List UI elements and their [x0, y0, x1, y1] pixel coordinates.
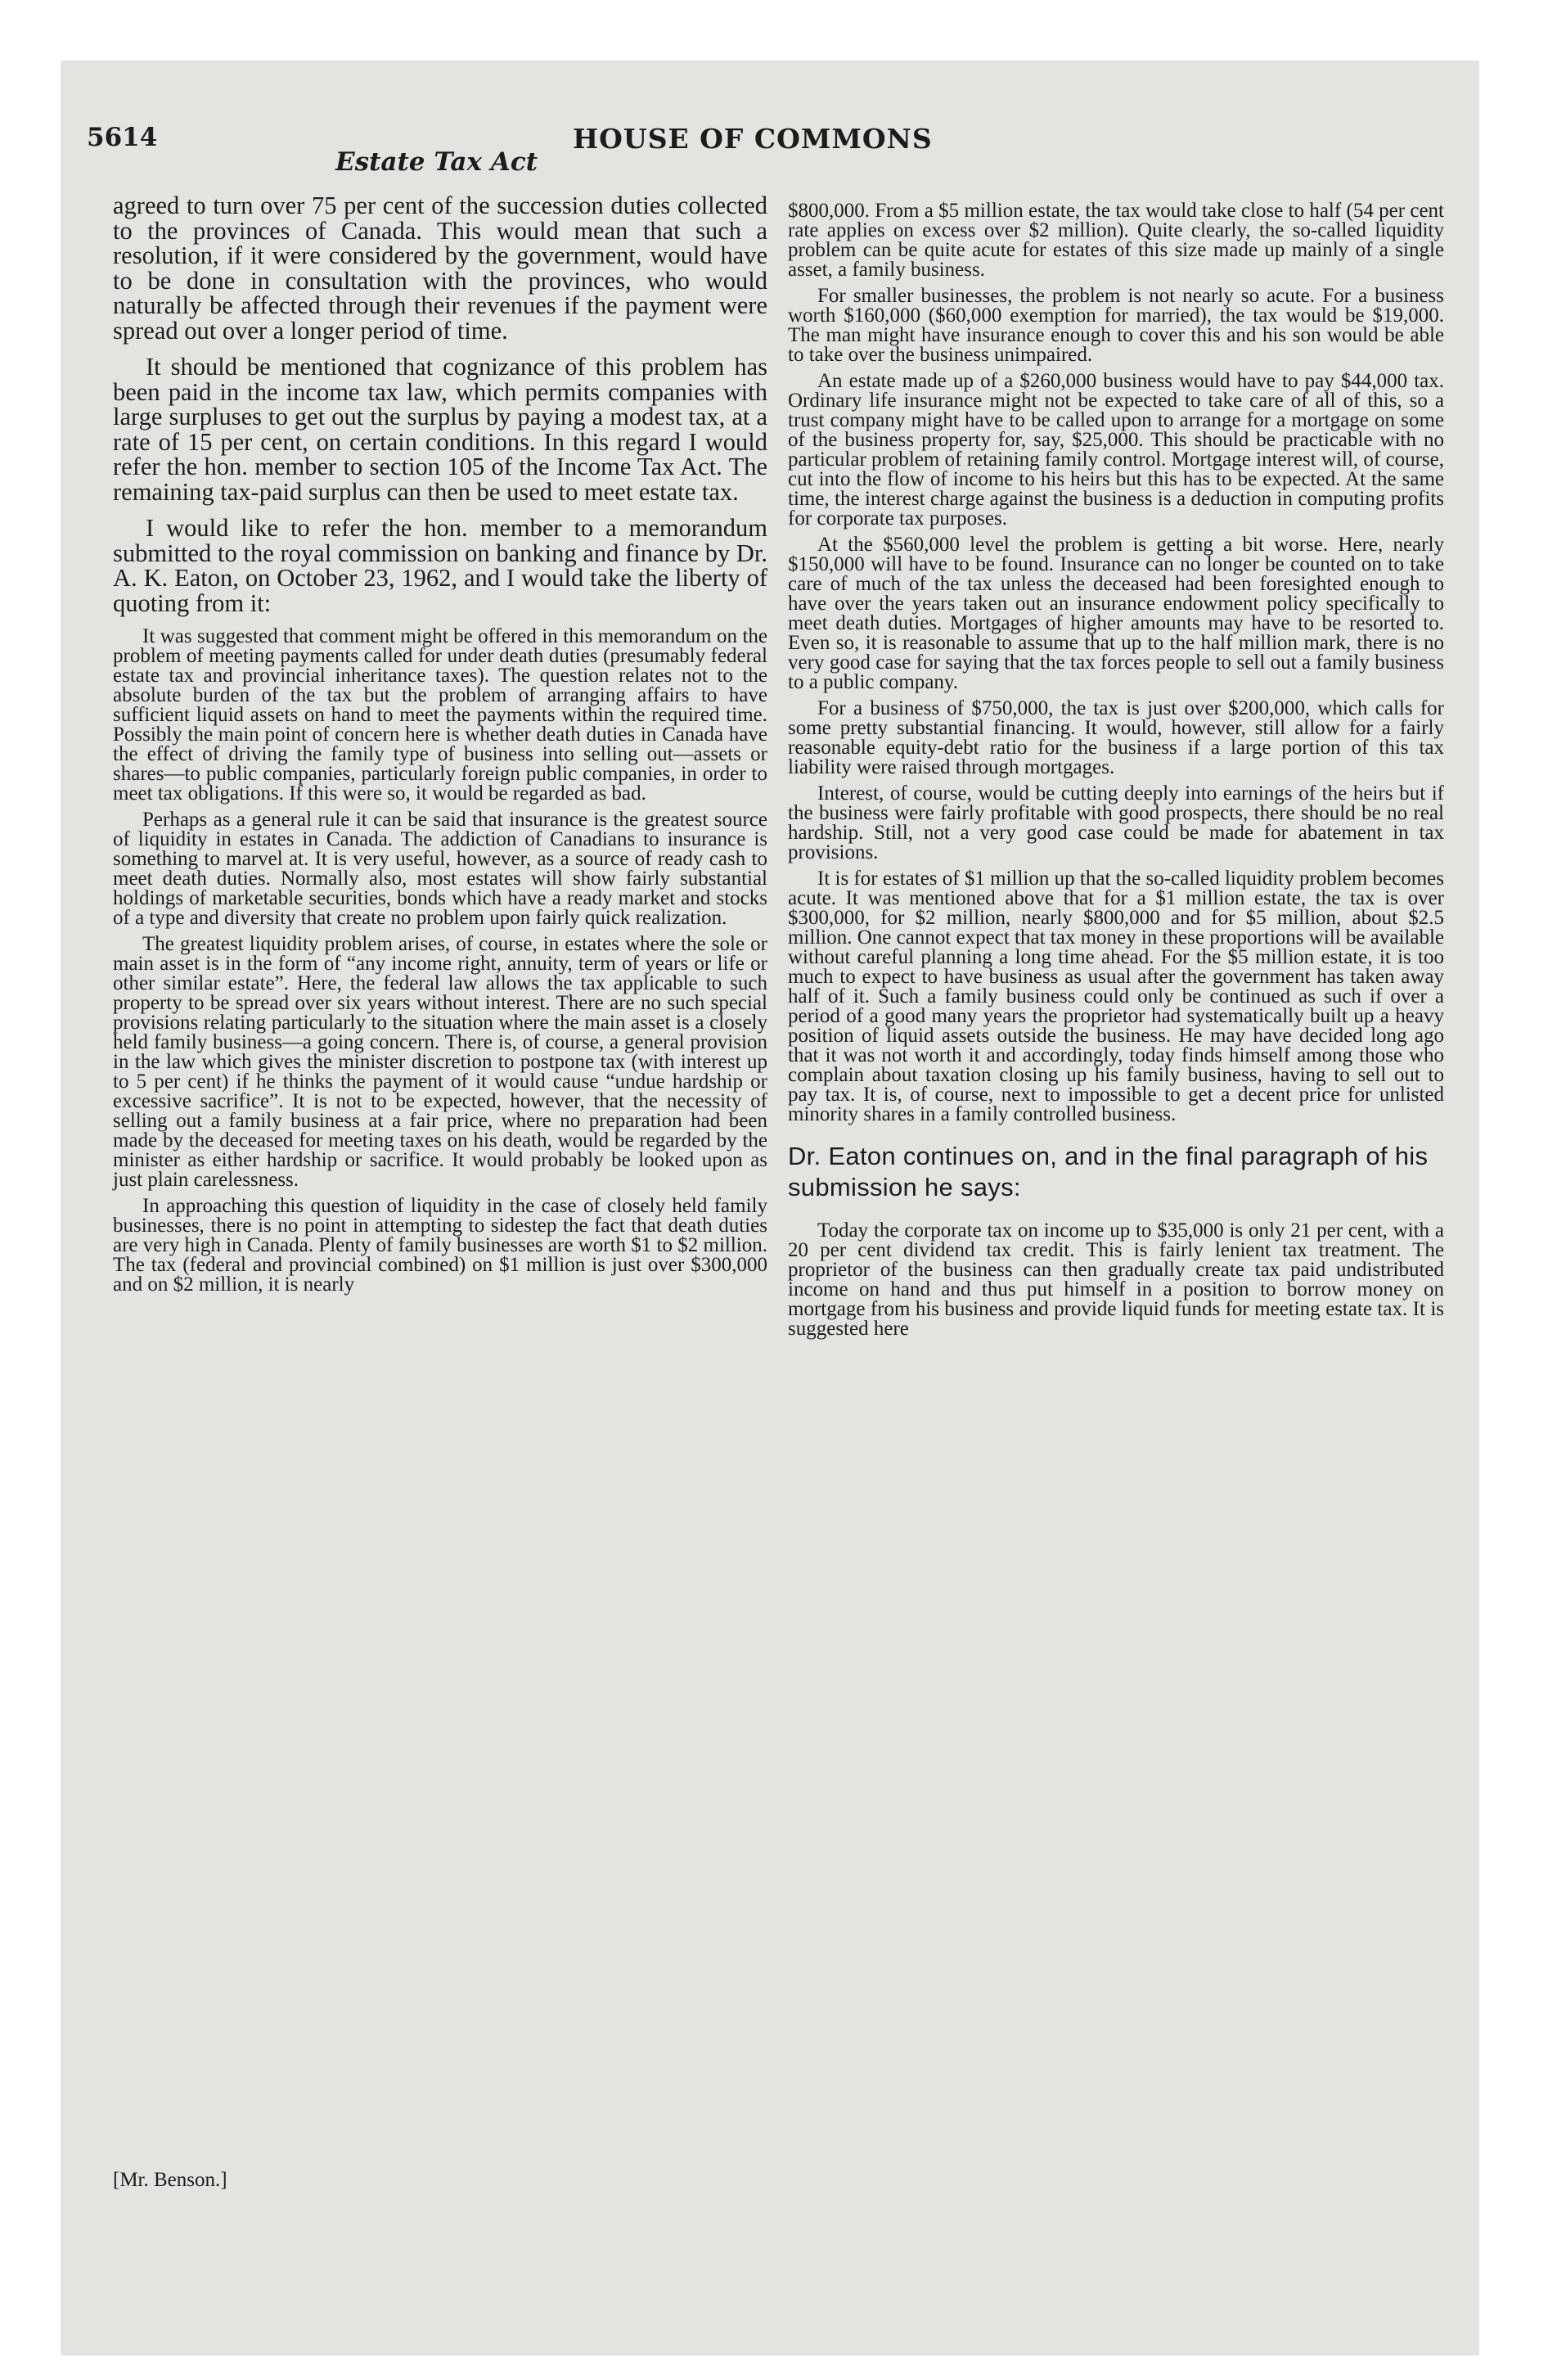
paragraph: Dr. Eaton continues on, and in the final paragraph of his submission he says: — [788, 1142, 1429, 1201]
quoted-paragraph: It was suggested that comment might be offered in this memorandum on the problem of meeting payments called for under death duties (presumably federal estate tax and provincial inheritance taxes). The question relates not to the absolute burden of the tax but the problem of arranging affairs to have sufficient liquid assets on hand to meet the payments within the required time. Possibly the main point of concern here is whether death duties in Canada have the effect of driving the family type of business into selling out—assets or shares—to public companies, particularly foreign public companies, in order to meet tax obligations. If this were so, it would be regarded as bad. — [113, 625, 767, 805]
quoted-paragraph: For smaller businesses, the problem is not nearly so acute. For a business worth $160,000 ($60,000 exemption for married), the tax would be $19,000. The man might have insurance enough to cover this and his son would be able to take over the business unimpaired. — [788, 285, 1444, 366]
running-title: HOUSE OF COMMONS — [573, 123, 933, 155]
quoted-paragraph: For a business of $750,000, the tax is just over $200,000, which calls for some pretty substantial financing. It would, however, still allow for a fairly reasonable equity-debt ratio for the business if a large portion of this tax liability were raised through mortgages. — [788, 697, 1444, 778]
quoted-paragraph: In approaching this question of liquidity in the case of closely held family businesses, there is no point in attempting to sidestep the fact that death duties are very high in Canada. Plenty of family businesses are worth $1 to $2 million. The tax (federal and provincial combined) on $1 million is just over $300,000 and on $2 million, it is nearly — [113, 1195, 767, 1296]
page-number: 5614 — [87, 123, 158, 152]
paragraph: agreed to turn over 75 per cent of the succession duties collected to the provinces of Canada. This would mean that such a resolution, if it were considered by the government, would have to be done in consultation with the provinces, who would naturally be affected through their revenues if the payment were spread out over a longer period of time. — [113, 192, 767, 345]
quoted-paragraph: Today the corporate tax on income up to $35,000 is only 21 per cent, with a 20 per cent dividend tax credit. This is fairly lenient tax treatment. The proprietor of the business can then gradually create tax paid undistributed income on hand and thus put himself in a position to borrow money on mortgage from his business and provide liquid funds for meeting estate tax. It is suggested here — [788, 1219, 1444, 1340]
left-column — [113, 193, 767, 1301]
quoted-paragraph: $800,000. From a $5 million estate, the tax would take close to half (54 per cent rate applies on excess over $2 million). Quite clearly, the so-called liquidity problem can be quite acute for estates of this size made up mainly of a single asset, a family business. — [788, 200, 1444, 281]
speaker-attribution: [Mr. Benson.] — [113, 2169, 227, 2191]
quoted-paragraph: At the $560,000 level the problem is getting a bit worse. Here, nearly $150,000 will have to be found. Insurance can no longer be counted on to take care of much of the tax unless the deceased had been foresighted enough to have over the years taken out an insurance endowment policy specifically to meet death duties. Mortgages of higher amounts may have to be resorted to. Even so, it is reasonable to assume that up to the half million mark, there is no very good case for saying that the tax forces people to sell out a family business to a public company. — [788, 534, 1444, 693]
quoted-paragraph: Interest, of course, would be cutting deeply into earnings of the heirs but if the business were fairly profitable with good prospects, there should be no real hardship. Still, not a very good case could be made for abatement in tax provisions. — [788, 782, 1444, 863]
quoted-paragraph: An estate made up of a $260,000 business would have to pay $44,000 tax. Ordinary life insurance might not be expected to take care of all of this, so a trust company might have to be called upon to arrange for a mortgage on some of the business property for, say, $25,000. This should be practicable with no particular problem of retaining family control. Mortgage interest will, of course, cut into the flow of income to his heirs but this has to be expected. At the same time, the interest charge against the business is a deduction in computing profits for corporate tax purposes. — [788, 370, 1444, 530]
quoted-paragraph: It is for estates of $1 million up that the so-called liquidity problem becomes acute. It was mentioned above that for a $1 million estate, the tax is over $300,000, for $2 million, nearly $800,000 and for $5 million, about $2.5 million. One cannot expect that tax money in these proportions will be available without careful planning a long time ahead. For the $5 million estate, it is too much to expect to have business as usual after the government has taken away half of it. Such a family business could only be continued as such if over a period of a good many years the proprietor had systematically built up a heavy position of liquid assets outside the business. He may have decided long ago that it was not worth it and accordingly, today finds himself among those who complain about taxation closing up his family business, having to sell out to pay tax. It is, of course, next to impossible to get a decent price for unlisted minority shares in a family controlled business. — [788, 868, 1444, 1125]
paragraph: It should be mentioned that cognizance of this problem has been paid in the income tax law, which permits companies with large surpluses to get out the surplus by paying a modest tax, at a rate of 15 per cent, on certain conditions. In this regard I would refer the hon. member to section 105 of the Income Tax Act. The remaining tax-paid surplus can then be used to meet estate tax. — [113, 353, 767, 506]
section-title: Estate Tax Act — [335, 147, 538, 177]
quoted-paragraph: Perhaps as a general rule it can be said that insurance is the greatest source of liquidity in estates in Canada. The addiction of Canadians to insurance is something to marvel at. It is very useful, however, as a source of ready cash to meet death duties. Normally also, most estates will show fairly substantial holdings of marketable securities, bonds which have a ready market and stocks of a type and diversity that create no problem upon fairly quick realization. — [113, 809, 767, 929]
right-column — [788, 201, 1444, 1346]
paragraph: I would like to refer the hon. member to a memorandum submitted to the royal commission on banking and finance by Dr. A. K. Eaton, on October 23, 1962, and I would take the liberty of quoting from it: — [113, 514, 767, 617]
quoted-paragraph: The greatest liquidity problem arises, of course, in estates where the sole or main asset is in the form of “any income right, annuity, term of years or life or other similar estate”. Here, the federal law allows the tax applicable to such property to be spread over six years without interest. There are no such special provisions relating particularly to the situation where the main asset is a closely held family business—a going concern. There is, of course, a general provision in the law which gives the minister discretion to postpone tax (with interest up to 5 per cent) if he thinks the payment of it would cause “undue hardship or excessive sacrifice”. It is not to be expected, however, that the necessity of selling out a family business at a fair price, where no preparation had been made by the deceased for meeting taxes on his death, would be regarded by the minister as either hardship or sacrifice. It would probably be looked upon as just plain carelessness. — [113, 933, 767, 1191]
